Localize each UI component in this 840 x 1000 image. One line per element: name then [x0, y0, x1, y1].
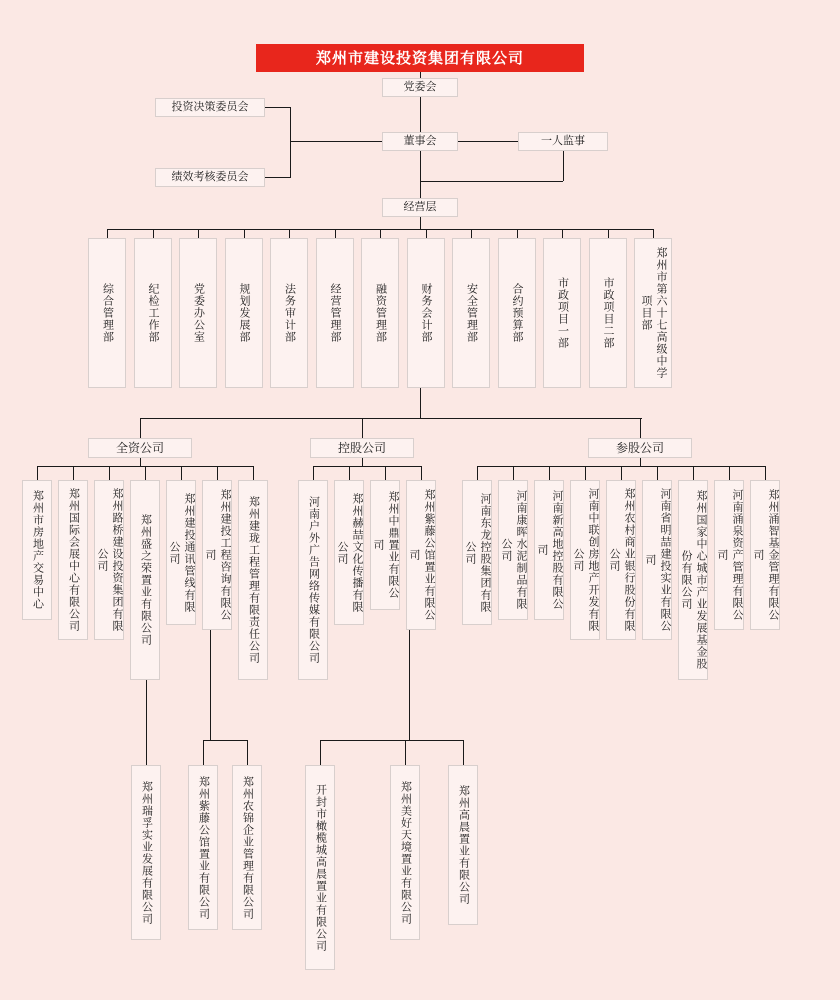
- dept-1: 纪检工作部: [134, 238, 172, 388]
- connector-line: [145, 466, 146, 480]
- connector-line: [657, 466, 658, 480]
- dept-0: 综合管理部: [88, 238, 126, 388]
- connector-line: [420, 72, 421, 78]
- connector-line: [265, 107, 290, 108]
- connector-line: [107, 229, 653, 230]
- connector-line: [349, 466, 350, 480]
- dept-6: 融资管理部: [361, 238, 399, 388]
- wholly-2: 郑州路桥建设投资集团有限公司: [94, 480, 124, 640]
- sub4-2: 郑州农锦企业管理有限公司: [232, 765, 262, 930]
- connector-line: [549, 466, 550, 480]
- sub4-1: 郑州紫藤公馆置业有限公司: [188, 765, 218, 930]
- connector-line: [585, 466, 586, 480]
- connector-line: [420, 151, 421, 198]
- dept-4: 法务审计部: [270, 238, 308, 388]
- equity-0: 河南东龙控股集团有限公司: [462, 480, 492, 625]
- party-committee: 党委会: [382, 78, 458, 97]
- connector-line: [477, 466, 478, 480]
- connector-line: [513, 466, 514, 480]
- equity-1: 河南康晖水泥制品有限公司: [498, 480, 528, 620]
- connector-line: [640, 458, 641, 466]
- connector-line: [153, 229, 154, 238]
- wholly-5: 郑州建投工程咨询有限公司: [202, 480, 232, 630]
- connector-line: [37, 466, 38, 480]
- management-layer: 经营层: [382, 198, 458, 217]
- wholly-6: 郑州建珑工程管理有限责任公司: [238, 480, 268, 680]
- equity-7: 河南涌泉资产管理有限公司: [714, 480, 744, 630]
- equity-4: 郑州农村商业银行股份有限公司: [606, 480, 636, 640]
- connector-line: [420, 217, 421, 229]
- group-wholly: 全资公司: [88, 438, 192, 458]
- single-supervisor: 一人监事: [518, 132, 608, 151]
- connector-line: [409, 630, 410, 740]
- dept-3: 规划发展部: [225, 238, 263, 388]
- holding-2: 郑州中鼎置业有限公司: [370, 480, 400, 610]
- dept-2: 党委办公室: [179, 238, 217, 388]
- equity-5: 河南省明喆建投实业有限公司: [642, 480, 672, 640]
- dept-11: 市政项目二部: [589, 238, 627, 388]
- connector-line: [313, 466, 421, 467]
- board-of-directors: 董事会: [382, 132, 458, 151]
- company-title: 郑州市建设投资集团有限公司: [256, 44, 584, 72]
- connector-line: [471, 229, 472, 238]
- dept-9: 合约预算部: [498, 238, 536, 388]
- connector-line: [729, 466, 730, 480]
- connector-line: [320, 740, 321, 765]
- connector-line: [203, 740, 204, 765]
- connector-line: [290, 141, 382, 142]
- holding-3: 郑州紫藤公馆置业有限公司: [406, 480, 436, 630]
- connector-line: [362, 418, 363, 438]
- connector-line: [73, 466, 74, 480]
- connector-line: [693, 466, 694, 480]
- connector-line: [247, 740, 248, 765]
- sub4-0: 郑州瑞孚实业发展有限公司: [131, 765, 161, 940]
- connector-line: [253, 466, 254, 480]
- connector-line: [563, 151, 564, 181]
- dept-12: 郑州市第六十七高级中学项目部: [634, 238, 672, 388]
- connector-line: [203, 740, 247, 741]
- connector-line: [140, 418, 141, 438]
- connector-line: [765, 466, 766, 480]
- connector-line: [244, 229, 245, 238]
- connector-line: [140, 458, 141, 466]
- connector-line: [562, 229, 563, 238]
- connector-line: [477, 466, 765, 467]
- connector-line: [420, 181, 563, 182]
- equity-2: 河南新高地控股有限公司: [534, 480, 564, 620]
- group-holding: 控股公司: [310, 438, 414, 458]
- connector-line: [421, 466, 422, 480]
- connector-line: [37, 466, 253, 467]
- connector-line: [420, 388, 421, 418]
- connector-line: [335, 229, 336, 238]
- connector-line: [181, 466, 182, 480]
- connector-line: [289, 229, 290, 238]
- connector-line: [265, 177, 290, 178]
- holding-1: 郑州赫喆文化传播有限公司: [334, 480, 364, 625]
- connector-line: [217, 466, 218, 480]
- sub4-5: 郑州高晨置业有限公司: [448, 765, 478, 925]
- performance-committee: 绩效考核委员会: [155, 168, 265, 187]
- wholly-1: 郑州国际会展中心有限公司: [58, 480, 88, 640]
- sub4-3: 开封市橄榄城高晨置业有限公司: [305, 765, 335, 970]
- invest-decision-committee: 投资决策委员会: [155, 98, 265, 117]
- dept-5: 经营管理部: [316, 238, 354, 388]
- sub4-4: 郑州美好天境置业有限公司: [390, 765, 420, 940]
- connector-line: [320, 740, 463, 741]
- dept-10: 市政项目一部: [543, 238, 581, 388]
- connector-line: [385, 466, 386, 480]
- dept-8: 安全管理部: [452, 238, 490, 388]
- connector-line: [426, 229, 427, 238]
- connector-line: [405, 740, 406, 765]
- wholly-3: 郑州盛之荣置业有限公司: [130, 480, 160, 680]
- connector-line: [621, 466, 622, 480]
- connector-line: [380, 229, 381, 238]
- equity-3: 河南中联创房地产开发有限公司: [570, 480, 600, 640]
- equity-8: 郑州涌智基金管理有限公司: [750, 480, 780, 630]
- connector-line: [608, 229, 609, 238]
- connector-line: [640, 418, 641, 438]
- connector-line: [517, 229, 518, 238]
- connector-line: [109, 466, 110, 480]
- group-equity: 参股公司: [588, 438, 692, 458]
- wholly-4: 郑州建投通讯管线有限公司: [166, 480, 196, 625]
- connector-line: [198, 229, 199, 238]
- connector-line: [107, 229, 108, 238]
- connector-line: [290, 107, 291, 178]
- connector-line: [420, 97, 421, 132]
- connector-line: [146, 680, 147, 765]
- dept-7: 财务会计部: [407, 238, 445, 388]
- connector-line: [313, 466, 314, 480]
- equity-6: 郑州国家中心城市产业发展基金股份有限公司: [678, 480, 708, 680]
- connector-line: [140, 418, 642, 419]
- wholly-0: 郑州市房地产交易中心: [22, 480, 52, 620]
- connector-line: [210, 630, 211, 740]
- holding-0: 河南户外广告网络传媒有限公司: [298, 480, 328, 680]
- connector-line: [463, 740, 464, 765]
- connector-line: [362, 458, 363, 466]
- connector-line: [653, 229, 654, 238]
- connector-line: [458, 141, 518, 142]
